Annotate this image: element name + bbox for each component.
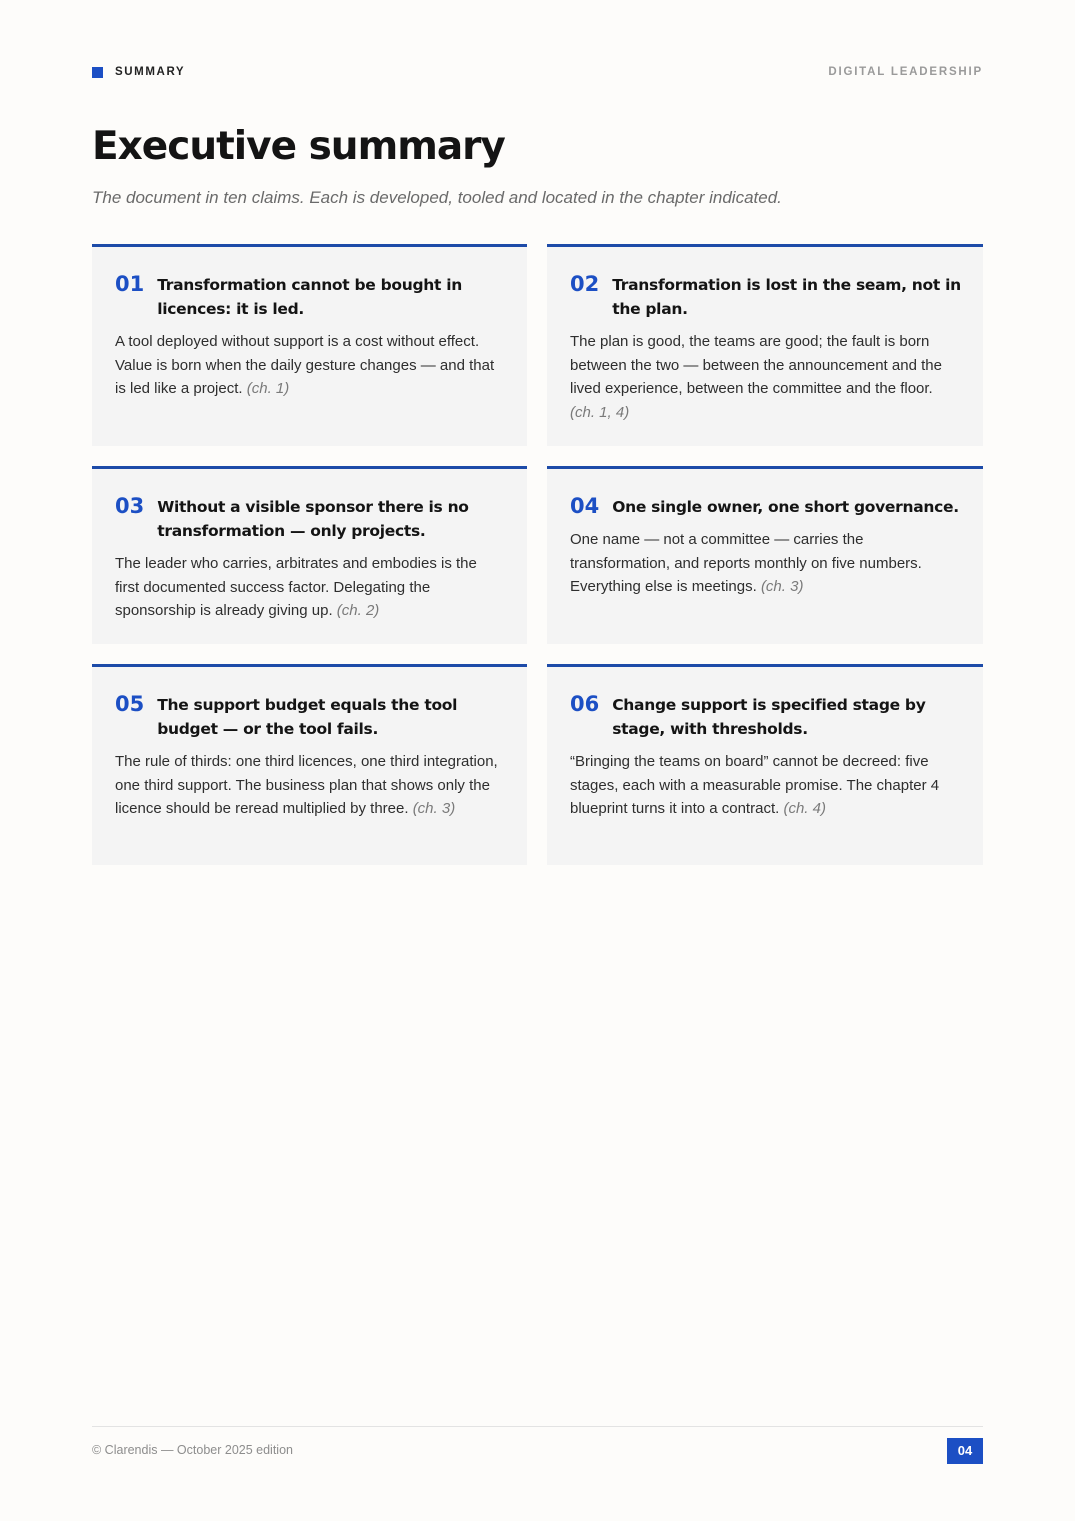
footer-divider — [92, 1426, 983, 1427]
claim-body-text: The rule of thirds: one third licences, one third integration, one third support. The business plan that shows only the licence should be reread multiplied by three. — [115, 753, 498, 817]
chapter-ref: (ch. 1, 4) — [570, 403, 630, 421]
claim-title: Transformation is lost in the seam, not in the plan. — [612, 276, 961, 318]
claim-header — [570, 271, 961, 321]
chapter-ref: (ch. 2) — [336, 602, 380, 619]
claim-body — [115, 330, 505, 401]
claim-number: 05 — [115, 692, 145, 716]
chapter-ref: (ch. 1) — [246, 380, 290, 397]
claim-header — [115, 691, 505, 741]
claim-title: The support budget equals the tool budget — or the tool fails. — [157, 696, 458, 738]
claim-number: 02 — [570, 272, 600, 296]
claim-body — [570, 750, 961, 821]
claim-title: Change support is specified stage by stage, with thresholds. — [612, 696, 926, 738]
claim-body-text: A tool deployed without support is a cost without effect. Value is born when the daily gesture changes — and that is led like a project. — [115, 333, 495, 397]
claim-header — [115, 493, 505, 543]
page-number-badge: 04 — [947, 1438, 983, 1464]
claim-body — [115, 750, 505, 821]
claim-card-05 — [92, 664, 527, 865]
claim-body — [570, 528, 961, 599]
claim-card-06 — [547, 664, 983, 865]
claim-card-02 — [547, 244, 983, 446]
claim-card-04 — [547, 466, 983, 644]
claim-body — [115, 552, 505, 623]
claim-card-03 — [92, 466, 527, 644]
claim-body-text: The leader who carries, arbitrates and embodies is the first documented success factor. Delegating the sponsorship is already giving up. — [115, 555, 477, 619]
claim-header — [570, 493, 961, 519]
claim-number: 04 — [570, 494, 600, 518]
claim-body-text: One name — not a committee — carries the transformation, and reports monthly on five numbers. Everything else is meetings. — [570, 531, 922, 595]
section-label: SUMMARY — [115, 66, 186, 78]
brand-label: DIGITAL LEADERSHIP — [828, 66, 983, 78]
chapter-ref: (ch. 3) — [412, 800, 456, 817]
claims-grid — [92, 244, 983, 865]
chapter-ref: (ch. 4) — [783, 800, 826, 817]
claim-card-01 — [92, 244, 527, 446]
claim-number: 01 — [115, 272, 145, 296]
square-marker-icon — [92, 67, 103, 78]
page-subtitle: The document in ten claims. Each is developed, tooled and located in the chapter indicated. — [92, 188, 782, 207]
chapter-ref: (ch. 3) — [760, 578, 804, 595]
claim-body-text: “Bringing the teams on board” cannot be decreed: five stages, each with a measurable promise. The chapter 4 blueprint turns it into a contract. — [570, 753, 940, 817]
section-tag — [92, 66, 185, 78]
claim-number: 03 — [115, 494, 145, 518]
page-header — [92, 66, 983, 78]
claim-body — [570, 330, 961, 424]
claim-header — [570, 691, 961, 741]
footer-copyright: © Clarendis — October 2025 edition — [92, 1443, 293, 1457]
claim-title: Transformation cannot be bought in licences: it is led. — [157, 276, 462, 318]
claim-body-text: The plan is good, the teams are good; the fault is born between the two — between the announcement and the lived experience, between the committee and the floor. — [570, 333, 942, 397]
claim-number: 06 — [570, 692, 600, 716]
page-title: Executive summary — [92, 124, 505, 169]
claim-title: One single owner, one short governance. — [612, 498, 959, 516]
claim-header — [115, 271, 505, 321]
claim-title: Without a visible sponsor there is no transformation — only projects. — [157, 498, 469, 540]
